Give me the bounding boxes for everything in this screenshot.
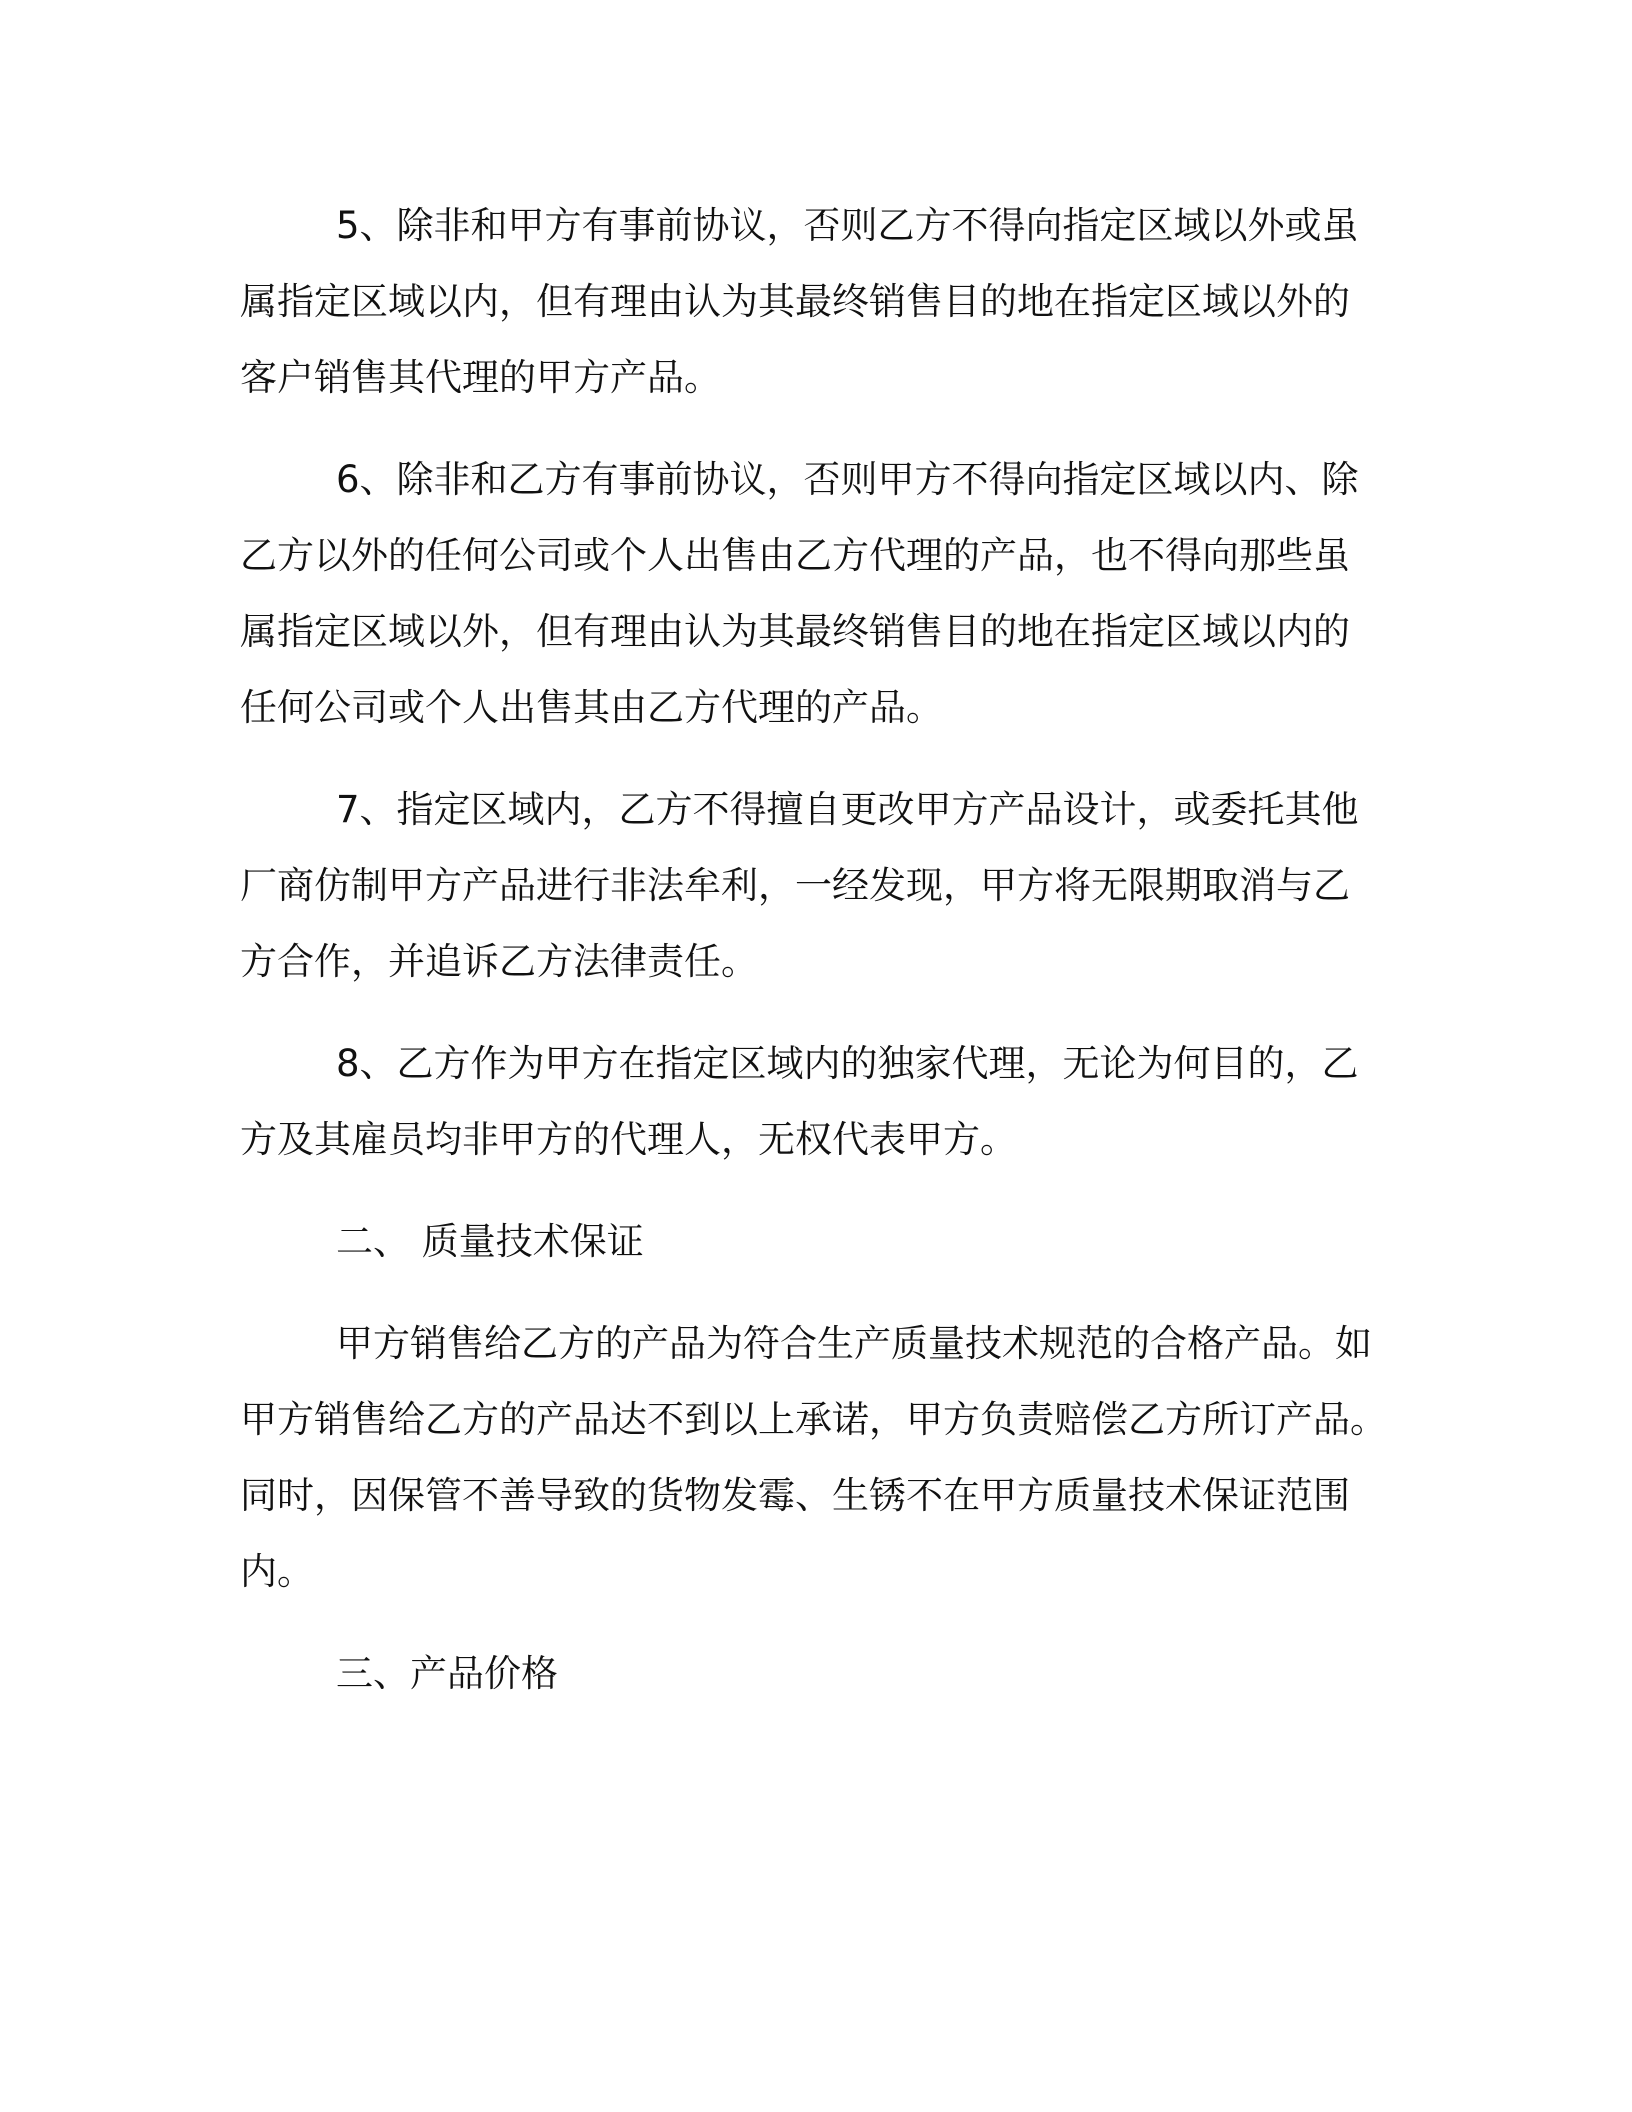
clause-6-line-3: 属指定区域以外，但有理由认为其最终销售目的地在指定区域以内的 — [240, 610, 1350, 653]
clause-7-line-3: 方合作，并追诉乙方法律责任。 — [240, 940, 758, 983]
quality-line-1: 甲方销售给乙方的产品为符合生产质量技术规范的合格产品。如 — [336, 1322, 1372, 1365]
clause-7-line-2: 厂商仿制甲方产品进行非法牟利，一经发现，甲方将无限期取消与乙 — [240, 864, 1350, 907]
clause-6 — [240, 442, 1370, 746]
clause-8 — [240, 1026, 1370, 1178]
section-heading-quality: 二、 质量技术保证 — [336, 1220, 644, 1263]
clause-6-line-1: 6、除非和乙方有事前协议，否则甲方不得向指定区域以内、除 — [336, 458, 1359, 501]
quality-line-3: 同时，因保管不善导致的货物发霉、生锈不在甲方质量技术保证范围 — [240, 1474, 1350, 1517]
clause-5 — [240, 188, 1370, 416]
clause-7-line-1: 7、指定区域内，乙方不得擅自更改甲方产品设计，或委托其他 — [336, 788, 1359, 831]
clause-8-line-1: 8、乙方作为甲方在指定区域内的独家代理，无论为何目的，乙 — [336, 1042, 1359, 1085]
clause-5-line-3: 客户销售其代理的甲方产品。 — [240, 356, 721, 399]
section-heading-price: 三、产品价格 — [336, 1652, 558, 1695]
quality-line-4: 内。 — [240, 1550, 314, 1593]
clause-7 — [240, 772, 1370, 1000]
clause-6-line-2: 乙方以外的任何公司或个人出售由乙方代理的产品，也不得向那些虽 — [240, 534, 1350, 577]
clause-5-line-2: 属指定区域以内，但有理由认为其最终销售目的地在指定区域以外的 — [240, 280, 1350, 323]
document-body — [240, 188, 1387, 1738]
clause-6-line-4: 任何公司或个人出售其由乙方代理的产品。 — [240, 686, 943, 729]
quality-paragraph — [240, 1306, 1387, 1610]
clause-8-line-2: 方及其雇员均非甲方的代理人，无权代表甲方。 — [240, 1118, 1017, 1161]
quality-line-2: 甲方销售给乙方的产品达不到以上承诺，甲方负责赔偿乙方所订产品。 — [240, 1398, 1387, 1441]
clause-5-line-1: 5、除非和甲方有事前协议，否则乙方不得向指定区域以外或虽 — [336, 204, 1359, 247]
